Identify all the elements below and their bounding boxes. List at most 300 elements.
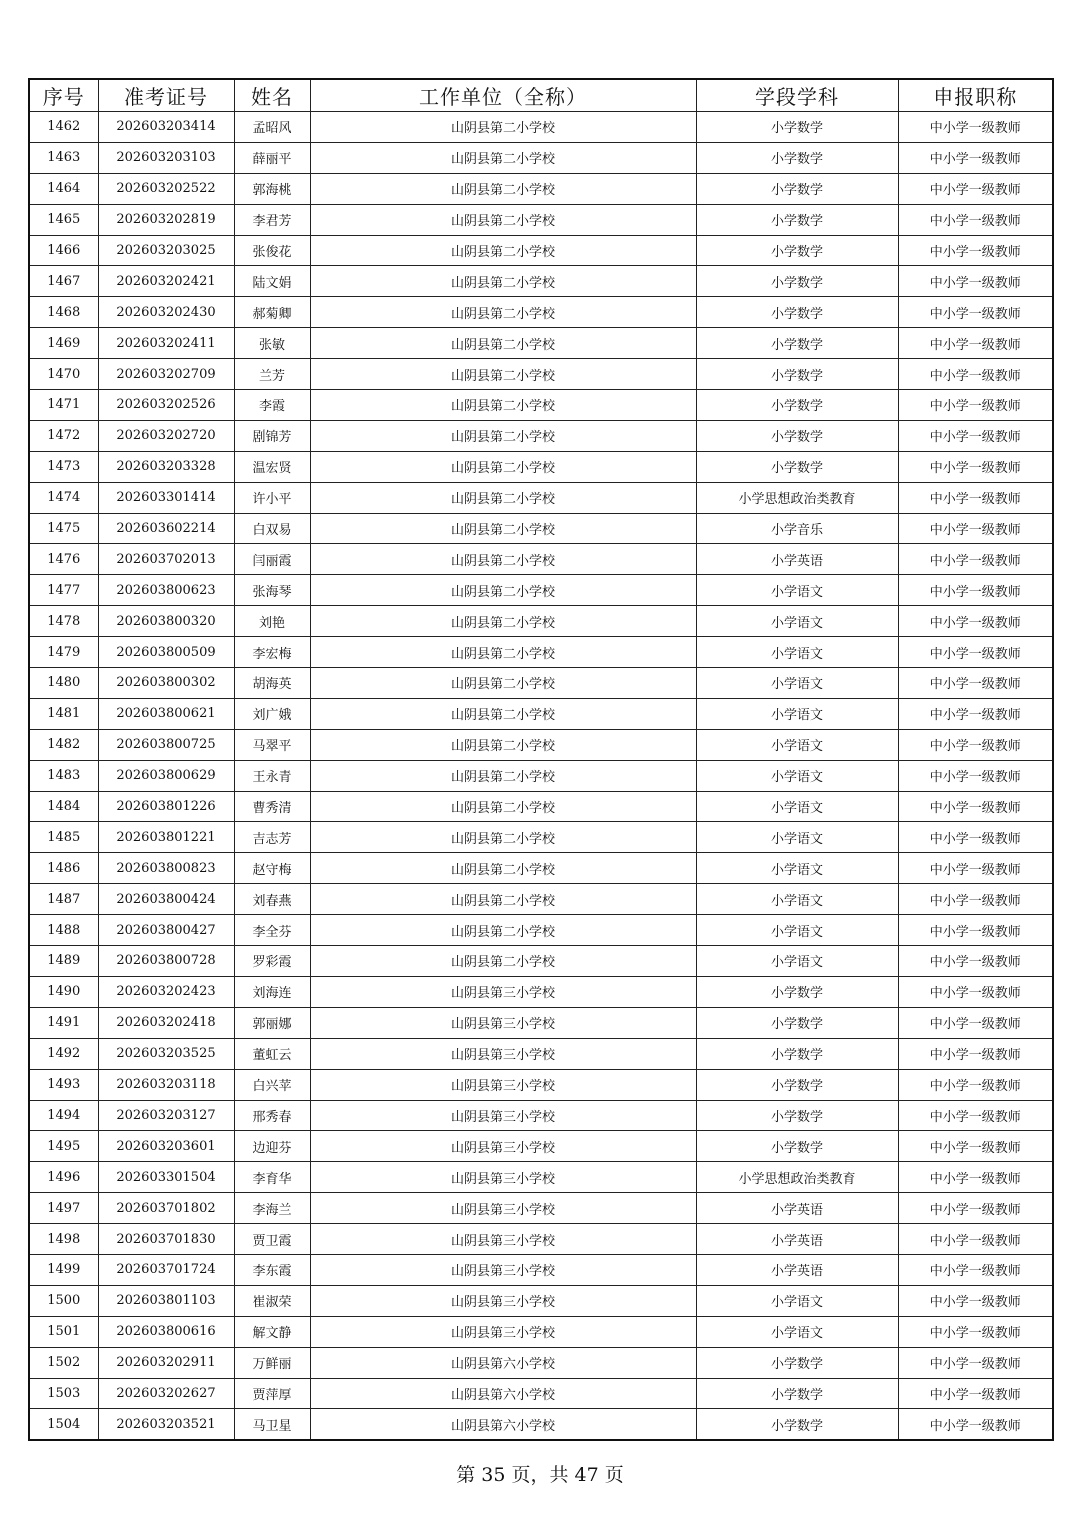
- cell-name: 陆文娟: [234, 266, 310, 297]
- cell-seq: 1473: [29, 451, 98, 482]
- cell-exam-id: 202603701830: [98, 1224, 234, 1255]
- cell-name: 李育华: [234, 1162, 310, 1193]
- cell-subject: 小学数学: [696, 420, 898, 451]
- cell-title: 中小学一级教师: [898, 822, 1053, 853]
- cell-seq: 1493: [29, 1069, 98, 1100]
- cell-subject: 小学语文: [696, 946, 898, 977]
- cell-name: 刘艳: [234, 606, 310, 637]
- cell-name: 李霞: [234, 390, 310, 421]
- table-row: [29, 791, 1053, 822]
- cell-exam-id: 202603801226: [98, 791, 234, 822]
- cell-subject: 小学数学: [696, 976, 898, 1007]
- cell-exam-id: 202603202411: [98, 328, 234, 359]
- cell-subject: 小学音乐: [696, 513, 898, 544]
- table-row: [29, 946, 1053, 977]
- cell-subject: 小学思想政治类教育: [696, 1162, 898, 1193]
- table-row: [29, 668, 1053, 699]
- cell-exam-id: 202603800728: [98, 946, 234, 977]
- cell-name: 解文静: [234, 1316, 310, 1347]
- cell-subject: 小学数学: [696, 1409, 898, 1440]
- cell-subject: 小学数学: [696, 359, 898, 390]
- cell-exam-id: 202603800823: [98, 853, 234, 884]
- cell-name: 李全芬: [234, 915, 310, 946]
- cell-seq: 1466: [29, 235, 98, 266]
- header-name: 姓名: [234, 79, 310, 112]
- cell-seq: 1465: [29, 204, 98, 235]
- cell-subject: 小学语文: [696, 729, 898, 760]
- cell-exam-id: 202603800629: [98, 760, 234, 791]
- cell-title: 中小学一级教师: [898, 544, 1053, 575]
- cell-seq: 1492: [29, 1038, 98, 1069]
- cell-work-unit: 山阴县第二小学校: [310, 204, 696, 235]
- cell-title: 中小学一级教师: [898, 451, 1053, 482]
- table-row: [29, 297, 1053, 328]
- cell-work-unit: 山阴县第二小学校: [310, 390, 696, 421]
- cell-title: 中小学一级教师: [898, 915, 1053, 946]
- header-work-unit: 工作单位（全称）: [310, 79, 696, 112]
- cell-seq: 1494: [29, 1100, 98, 1131]
- cell-subject: 小学数学: [696, 1378, 898, 1409]
- cell-name: 李宏梅: [234, 637, 310, 668]
- cell-exam-id: 202603202526: [98, 390, 234, 421]
- table-row: [29, 822, 1053, 853]
- cell-exam-id: 202603202819: [98, 204, 234, 235]
- cell-title: 中小学一级教师: [898, 1378, 1053, 1409]
- table-row: [29, 915, 1053, 946]
- table-row: [29, 853, 1053, 884]
- cell-work-unit: 山阴县第三小学校: [310, 1069, 696, 1100]
- cell-title: 中小学一级教师: [898, 173, 1053, 204]
- table-row: [29, 451, 1053, 482]
- cell-name: 万鲜丽: [234, 1347, 310, 1378]
- cell-title: 中小学一级教师: [898, 482, 1053, 513]
- cell-subject: 小学数学: [696, 266, 898, 297]
- cell-work-unit: 山阴县第二小学校: [310, 791, 696, 822]
- cell-name: 李君芳: [234, 204, 310, 235]
- cell-seq: 1471: [29, 390, 98, 421]
- cell-subject: 小学数学: [696, 1347, 898, 1378]
- cell-exam-id: 202603801103: [98, 1285, 234, 1316]
- cell-work-unit: 山阴县第二小学校: [310, 760, 696, 791]
- cell-subject: 小学思想政治类教育: [696, 482, 898, 513]
- table-row: [29, 235, 1053, 266]
- header-exam-id: 准考证号: [98, 79, 234, 112]
- table-row: [29, 513, 1053, 544]
- cell-subject: 小学数学: [696, 328, 898, 359]
- cell-seq: 1483: [29, 760, 98, 791]
- cell-name: 赵守梅: [234, 853, 310, 884]
- cell-name: 李海兰: [234, 1193, 310, 1224]
- table-row: [29, 1100, 1053, 1131]
- cell-work-unit: 山阴县第二小学校: [310, 729, 696, 760]
- cell-name: 李东霞: [234, 1254, 310, 1285]
- table-row: [29, 1224, 1053, 1255]
- teacher-title-list-table: [28, 78, 1054, 1441]
- table-row: [29, 1254, 1053, 1285]
- cell-name: 许小平: [234, 482, 310, 513]
- cell-work-unit: 山阴县第三小学校: [310, 1100, 696, 1131]
- cell-title: 中小学一级教师: [898, 791, 1053, 822]
- cell-work-unit: 山阴县第二小学校: [310, 297, 696, 328]
- cell-exam-id: 202603701724: [98, 1254, 234, 1285]
- cell-subject: 小学语文: [696, 606, 898, 637]
- cell-name: 白双易: [234, 513, 310, 544]
- cell-exam-id: 202603702013: [98, 544, 234, 575]
- cell-seq: 1470: [29, 359, 98, 390]
- cell-title: 中小学一级教师: [898, 884, 1053, 915]
- cell-exam-id: 202603800621: [98, 698, 234, 729]
- cell-subject: 小学语文: [696, 791, 898, 822]
- cell-subject: 小学语文: [696, 884, 898, 915]
- cell-seq: 1472: [29, 420, 98, 451]
- cell-name: 边迎芬: [234, 1131, 310, 1162]
- cell-title: 中小学一级教师: [898, 1131, 1053, 1162]
- cell-name: 孟昭风: [234, 112, 310, 143]
- cell-work-unit: 山阴县第二小学校: [310, 266, 696, 297]
- cell-seq: 1481: [29, 698, 98, 729]
- cell-work-unit: 山阴县第二小学校: [310, 359, 696, 390]
- cell-title: 中小学一级教师: [898, 1254, 1053, 1285]
- cell-title: 中小学一级教师: [898, 1007, 1053, 1038]
- cell-name: 刘春燕: [234, 884, 310, 915]
- cell-exam-id: 202603202911: [98, 1347, 234, 1378]
- cell-seq: 1468: [29, 297, 98, 328]
- cell-title: 中小学一级教师: [898, 1409, 1053, 1440]
- cell-title: 中小学一级教师: [898, 1162, 1053, 1193]
- cell-title: 中小学一级教师: [898, 976, 1053, 1007]
- cell-work-unit: 山阴县第二小学校: [310, 606, 696, 637]
- cell-name: 马卫星: [234, 1409, 310, 1440]
- cell-subject: 小学语文: [696, 853, 898, 884]
- cell-work-unit: 山阴县第二小学校: [310, 946, 696, 977]
- cell-work-unit: 山阴县第三小学校: [310, 1193, 696, 1224]
- cell-name: 刘海连: [234, 976, 310, 1007]
- cell-work-unit: 山阴县第二小学校: [310, 637, 696, 668]
- cell-seq: 1498: [29, 1224, 98, 1255]
- cell-seq: 1488: [29, 915, 98, 946]
- cell-exam-id: 202603202421: [98, 266, 234, 297]
- cell-title: 中小学一级教师: [898, 420, 1053, 451]
- cell-exam-id: 202603800424: [98, 884, 234, 915]
- cell-exam-id: 202603602214: [98, 513, 234, 544]
- cell-exam-id: 202603203127: [98, 1100, 234, 1131]
- cell-title: 中小学一级教师: [898, 1285, 1053, 1316]
- cell-seq: 1482: [29, 729, 98, 760]
- table-row: [29, 1378, 1053, 1409]
- cell-title: 中小学一级教师: [898, 668, 1053, 699]
- cell-work-unit: 山阴县第六小学校: [310, 1378, 696, 1409]
- cell-exam-id: 202603800320: [98, 606, 234, 637]
- cell-title: 中小学一级教师: [898, 637, 1053, 668]
- cell-subject: 小学数学: [696, 390, 898, 421]
- cell-title: 中小学一级教师: [898, 513, 1053, 544]
- cell-name: 温宏贤: [234, 451, 310, 482]
- cell-work-unit: 山阴县第二小学校: [310, 915, 696, 946]
- cell-subject: 小学数学: [696, 1100, 898, 1131]
- cell-work-unit: 山阴县第三小学校: [310, 976, 696, 1007]
- page-number: 第 35 页，共 47 页: [456, 1464, 624, 1486]
- cell-name: 贾卫霞: [234, 1224, 310, 1255]
- table-row: [29, 1285, 1053, 1316]
- cell-name: 薛丽平: [234, 142, 310, 173]
- cell-exam-id: 202603701802: [98, 1193, 234, 1224]
- cell-seq: 1495: [29, 1131, 98, 1162]
- cell-seq: 1504: [29, 1409, 98, 1440]
- cell-exam-id: 202603203414: [98, 112, 234, 143]
- cell-seq: 1503: [29, 1378, 98, 1409]
- table-row: [29, 359, 1053, 390]
- cell-subject: 小学语文: [696, 668, 898, 699]
- cell-title: 中小学一级教师: [898, 1193, 1053, 1224]
- cell-title: 中小学一级教师: [898, 266, 1053, 297]
- table-row: [29, 1007, 1053, 1038]
- cell-title: 中小学一级教师: [898, 698, 1053, 729]
- cell-exam-id: 202603202522: [98, 173, 234, 204]
- table-row: [29, 204, 1053, 235]
- cell-work-unit: 山阴县第三小学校: [310, 1285, 696, 1316]
- cell-name: 兰芳: [234, 359, 310, 390]
- cell-seq: 1480: [29, 668, 98, 699]
- table-row: [29, 1069, 1053, 1100]
- cell-seq: 1463: [29, 142, 98, 173]
- cell-seq: 1496: [29, 1162, 98, 1193]
- cell-name: 胡海英: [234, 668, 310, 699]
- cell-subject: 小学语文: [696, 760, 898, 791]
- table-row: [29, 1162, 1053, 1193]
- cell-subject: 小学英语: [696, 1193, 898, 1224]
- cell-subject: 小学英语: [696, 1254, 898, 1285]
- cell-name: 邢秀春: [234, 1100, 310, 1131]
- cell-subject: 小学数学: [696, 142, 898, 173]
- table-row: [29, 1131, 1053, 1162]
- cell-exam-id: 202603301504: [98, 1162, 234, 1193]
- cell-name: 贾萍厚: [234, 1378, 310, 1409]
- cell-title: 中小学一级教师: [898, 142, 1053, 173]
- cell-seq: 1502: [29, 1347, 98, 1378]
- table-row: [29, 328, 1053, 359]
- header-subject: 学段学科: [696, 79, 898, 112]
- cell-title: 中小学一级教师: [898, 328, 1053, 359]
- cell-name: 罗彩霞: [234, 946, 310, 977]
- cell-name: 吉志芳: [234, 822, 310, 853]
- cell-subject: 小学语文: [696, 822, 898, 853]
- table-row: [29, 112, 1053, 143]
- cell-exam-id: 202603800427: [98, 915, 234, 946]
- cell-work-unit: 山阴县第三小学校: [310, 1254, 696, 1285]
- cell-title: 中小学一级教师: [898, 1069, 1053, 1100]
- cell-subject: 小学数学: [696, 1038, 898, 1069]
- cell-subject: 小学数学: [696, 173, 898, 204]
- cell-seq: 1484: [29, 791, 98, 822]
- table-row: [29, 1038, 1053, 1069]
- table-row: [29, 1316, 1053, 1347]
- table-row: [29, 544, 1053, 575]
- cell-title: 中小学一级教师: [898, 297, 1053, 328]
- table-row: [29, 575, 1053, 606]
- table-row: [29, 420, 1053, 451]
- cell-exam-id: 202603203525: [98, 1038, 234, 1069]
- cell-name: 刘广娥: [234, 698, 310, 729]
- cell-seq: 1478: [29, 606, 98, 637]
- header-seq: 序号: [29, 79, 98, 112]
- cell-exam-id: 202603800509: [98, 637, 234, 668]
- cell-name: 张敏: [234, 328, 310, 359]
- cell-name: 郭海桃: [234, 173, 310, 204]
- cell-name: 张海琴: [234, 575, 310, 606]
- table-row: [29, 884, 1053, 915]
- cell-subject: 小学数学: [696, 297, 898, 328]
- cell-subject: 小学英语: [696, 544, 898, 575]
- cell-exam-id: 202603203118: [98, 1069, 234, 1100]
- cell-work-unit: 山阴县第三小学校: [310, 1316, 696, 1347]
- cell-subject: 小学语文: [696, 1316, 898, 1347]
- table-row: [29, 390, 1053, 421]
- cell-exam-id: 202603800623: [98, 575, 234, 606]
- cell-work-unit: 山阴县第二小学校: [310, 884, 696, 915]
- cell-title: 中小学一级教师: [898, 606, 1053, 637]
- cell-exam-id: 202603301414: [98, 482, 234, 513]
- table-row: [29, 729, 1053, 760]
- cell-exam-id: 202603203521: [98, 1409, 234, 1440]
- cell-title: 中小学一级教师: [898, 946, 1053, 977]
- cell-name: 马翠平: [234, 729, 310, 760]
- cell-work-unit: 山阴县第二小学校: [310, 451, 696, 482]
- cell-title: 中小学一级教师: [898, 390, 1053, 421]
- cell-exam-id: 202603800725: [98, 729, 234, 760]
- cell-title: 中小学一级教师: [898, 359, 1053, 390]
- cell-exam-id: 202603202720: [98, 420, 234, 451]
- table-row: [29, 1193, 1053, 1224]
- cell-work-unit: 山阴县第三小学校: [310, 1162, 696, 1193]
- cell-name: 白兴苹: [234, 1069, 310, 1100]
- cell-subject: 小学数学: [696, 204, 898, 235]
- cell-title: 中小学一级教师: [898, 1038, 1053, 1069]
- cell-work-unit: 山阴县第二小学校: [310, 173, 696, 204]
- table-row: [29, 142, 1053, 173]
- cell-work-unit: 山阴县第二小学校: [310, 328, 696, 359]
- cell-exam-id: 202603202423: [98, 976, 234, 1007]
- cell-seq: 1489: [29, 946, 98, 977]
- cell-work-unit: 山阴县第六小学校: [310, 1409, 696, 1440]
- cell-seq: 1490: [29, 976, 98, 1007]
- cell-name: 张俊花: [234, 235, 310, 266]
- cell-name: 董虹云: [234, 1038, 310, 1069]
- cell-work-unit: 山阴县第二小学校: [310, 420, 696, 451]
- cell-seq: 1499: [29, 1254, 98, 1285]
- cell-work-unit: 山阴县第二小学校: [310, 544, 696, 575]
- cell-subject: 小学数学: [696, 1131, 898, 1162]
- cell-seq: 1485: [29, 822, 98, 853]
- cell-exam-id: 202603800616: [98, 1316, 234, 1347]
- cell-exam-id: 202603203025: [98, 235, 234, 266]
- cell-work-unit: 山阴县第二小学校: [310, 853, 696, 884]
- cell-seq: 1491: [29, 1007, 98, 1038]
- table-row: [29, 1347, 1053, 1378]
- cell-exam-id: 202603202627: [98, 1378, 234, 1409]
- cell-subject: 小学数学: [696, 1069, 898, 1100]
- cell-title: 中小学一级教师: [898, 575, 1053, 606]
- cell-subject: 小学数学: [696, 451, 898, 482]
- cell-subject: 小学语文: [696, 637, 898, 668]
- cell-work-unit: 山阴县第二小学校: [310, 112, 696, 143]
- cell-title: 中小学一级教师: [898, 1347, 1053, 1378]
- cell-name: 王永青: [234, 760, 310, 791]
- cell-name: 剧锦芳: [234, 420, 310, 451]
- cell-title: 中小学一级教师: [898, 853, 1053, 884]
- cell-exam-id: 202603203328: [98, 451, 234, 482]
- table-row: [29, 266, 1053, 297]
- cell-subject: 小学数学: [696, 235, 898, 266]
- table-row: [29, 760, 1053, 791]
- cell-seq: 1500: [29, 1285, 98, 1316]
- cell-work-unit: 山阴县第六小学校: [310, 1347, 696, 1378]
- cell-name: 闫丽霞: [234, 544, 310, 575]
- cell-subject: 小学数学: [696, 1007, 898, 1038]
- cell-title: 中小学一级教师: [898, 729, 1053, 760]
- cell-work-unit: 山阴县第二小学校: [310, 575, 696, 606]
- table-row: [29, 173, 1053, 204]
- cell-exam-id: 202603202430: [98, 297, 234, 328]
- cell-seq: 1487: [29, 884, 98, 915]
- cell-work-unit: 山阴县第三小学校: [310, 1131, 696, 1162]
- table-header-row: [29, 79, 1053, 112]
- cell-title: 中小学一级教师: [898, 1100, 1053, 1131]
- cell-title: 中小学一级教师: [898, 235, 1053, 266]
- cell-subject: 小学语文: [696, 698, 898, 729]
- cell-seq: 1464: [29, 173, 98, 204]
- cell-title: 中小学一级教师: [898, 1316, 1053, 1347]
- cell-exam-id: 202603202418: [98, 1007, 234, 1038]
- table-row: [29, 482, 1053, 513]
- header-title: 申报职称: [898, 79, 1053, 112]
- cell-work-unit: 山阴县第二小学校: [310, 698, 696, 729]
- cell-subject: 小学语文: [696, 1285, 898, 1316]
- cell-subject: 小学语文: [696, 915, 898, 946]
- cell-title: 中小学一级教师: [898, 760, 1053, 791]
- cell-work-unit: 山阴县第二小学校: [310, 668, 696, 699]
- cell-seq: 1475: [29, 513, 98, 544]
- cell-seq: 1474: [29, 482, 98, 513]
- cell-title: 中小学一级教师: [898, 112, 1053, 143]
- cell-work-unit: 山阴县第三小学校: [310, 1007, 696, 1038]
- cell-work-unit: 山阴县第三小学校: [310, 1224, 696, 1255]
- cell-name: 崔淑荣: [234, 1285, 310, 1316]
- cell-name: 曹秀清: [234, 791, 310, 822]
- table-row: [29, 976, 1053, 1007]
- cell-exam-id: 202603800302: [98, 668, 234, 699]
- cell-work-unit: 山阴县第二小学校: [310, 482, 696, 513]
- table-row: [29, 1409, 1053, 1440]
- cell-work-unit: 山阴县第三小学校: [310, 1038, 696, 1069]
- cell-title: 中小学一级教师: [898, 1224, 1053, 1255]
- cell-seq: 1469: [29, 328, 98, 359]
- cell-seq: 1477: [29, 575, 98, 606]
- cell-work-unit: 山阴县第二小学校: [310, 142, 696, 173]
- cell-exam-id: 202603203103: [98, 142, 234, 173]
- cell-seq: 1479: [29, 637, 98, 668]
- cell-subject: 小学语文: [696, 575, 898, 606]
- cell-seq: 1467: [29, 266, 98, 297]
- cell-subject: 小学英语: [696, 1224, 898, 1255]
- cell-name: 郭丽娜: [234, 1007, 310, 1038]
- cell-subject: 小学数学: [696, 112, 898, 143]
- cell-seq: 1501: [29, 1316, 98, 1347]
- cell-exam-id: 202603203601: [98, 1131, 234, 1162]
- cell-title: 中小学一级教师: [898, 204, 1053, 235]
- cell-name: 郝菊卿: [234, 297, 310, 328]
- cell-seq: 1497: [29, 1193, 98, 1224]
- cell-work-unit: 山阴县第二小学校: [310, 513, 696, 544]
